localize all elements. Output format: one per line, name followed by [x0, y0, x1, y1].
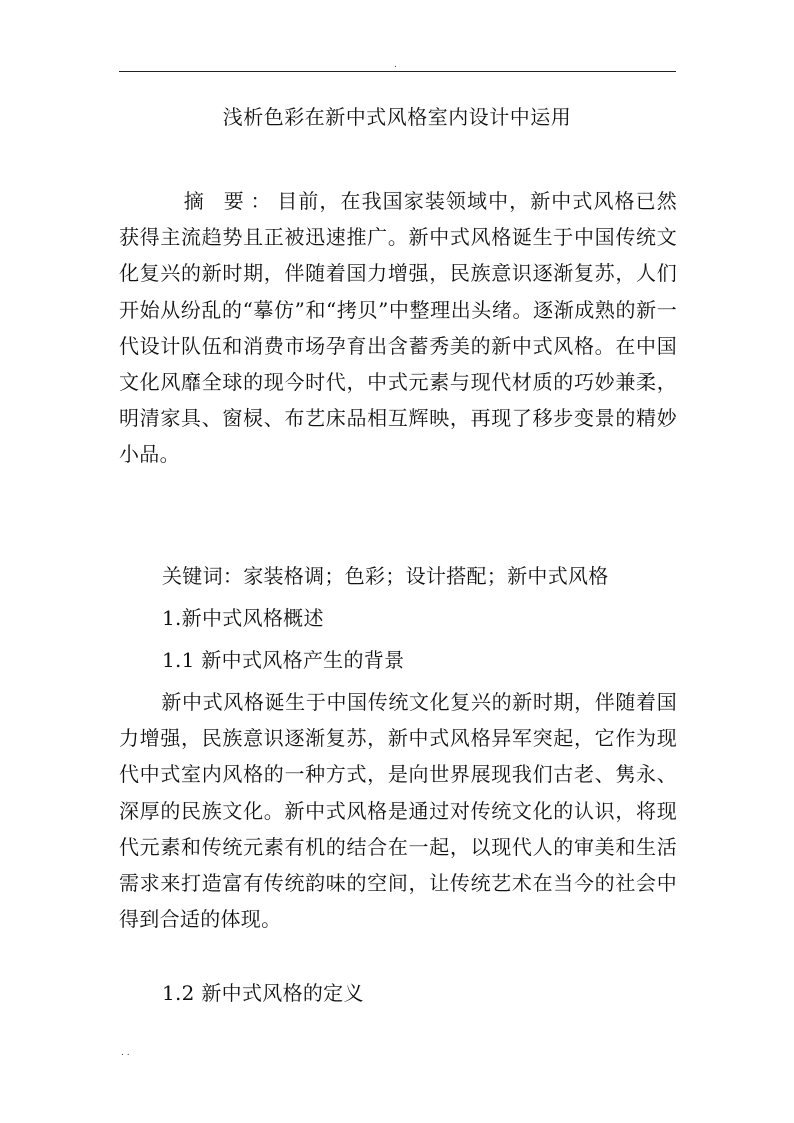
keywords-label: 关键词：	[162, 564, 244, 588]
header-rule	[119, 71, 676, 72]
section-1-1-body	[119, 684, 677, 937]
keywords-line	[162, 561, 609, 591]
section-1-1-text: 新中式风格诞生于中国传统文化复兴的新时期，伴随着国力增强，民族意识逐渐复苏，新中式风格异军突起，它作为现代中式室内风格的一种方式，是向世界展现我们古老、隽永、深厚的民族文化。新中式风格是通过对传统文化的认识，将现代元素和传统元素有机的结合在一起，以现代人的审美和生活需求来打造富有传统韵味的空间，让传统艺术在当今的社会中得到合适的体现。	[119, 690, 677, 932]
section-1-2-heading: 1.2 新中式风格的定义	[162, 981, 364, 1005]
section-1-1-heading: 1.1 新中式风格产生的背景	[162, 648, 405, 672]
abstract-text: 目前，在我国家装领域中，新中式风格已然获得主流趋势且正被迅速推广。新中式风格诞生于中国传统文化复兴的新时期，伴随着国力增强，民族意识逐渐复苏，人们开始从纷乱的“摹仿”和“拷贝”中整理出头绪。逐渐成熟的新一代设计队伍和消费市场孕育出含蓄秀美的新中式风格。在中国文化风靡全球的现今时代，中式元素与现代材质的巧妙兼柔，明清家具、窗棂、布艺床品相互辉映，再现了移步变景的精妙小品。	[119, 189, 678, 467]
section-1-heading: 1.新中式风格概述	[162, 606, 324, 630]
keywords-text: 家装格调；色彩；设计搭配；新中式风格	[243, 564, 609, 588]
abstract-label: 摘 要：	[183, 189, 278, 213]
header-mark: .	[394, 60, 397, 70]
abstract-paragraph	[119, 183, 677, 473]
footer-mark: . .	[121, 1048, 130, 1058]
document-title: 浅析色彩在新中式风格室内设计中运用	[222, 105, 572, 129]
